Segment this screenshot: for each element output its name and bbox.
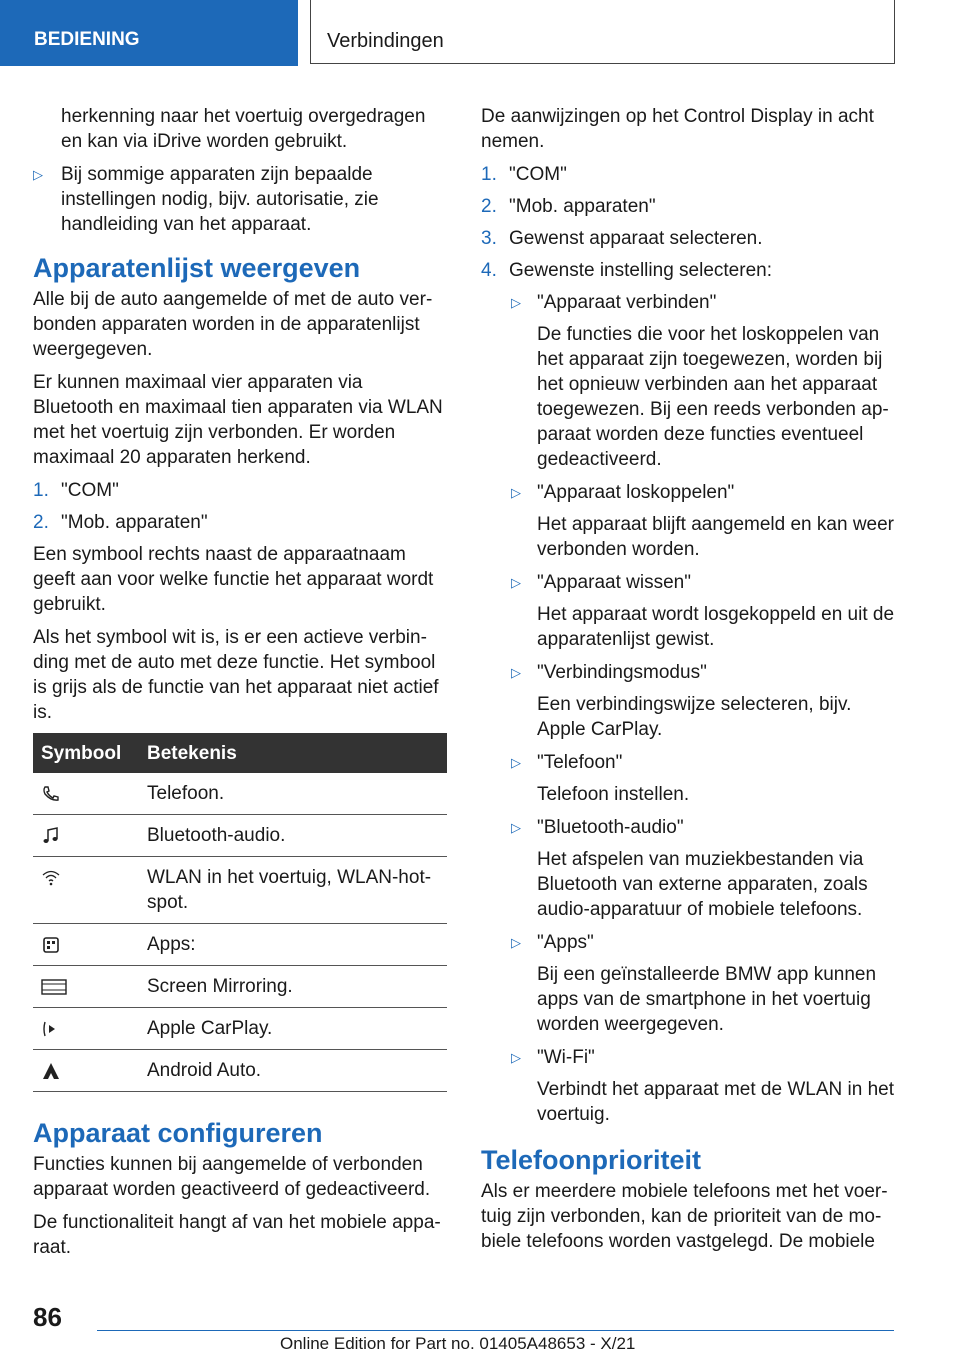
- apps-icon: [41, 936, 61, 954]
- heading-phone-priority: Telefoonprioriteit: [481, 1145, 701, 1175]
- paragraph: Als het symbool wit is, is er een actieve verbinding met de auto met deze functie. Het symbool is grijs als de functie van het apparaat niet actief is.: [33, 627, 439, 723]
- option-item: ▷ "Apparaat loskoppelen": [511, 482, 735, 503]
- section-tab: BEDIENING: [0, 0, 298, 66]
- triangle-bullet-icon: ▷: [511, 665, 521, 680]
- triangle-bullet-icon: ▷: [33, 167, 43, 182]
- paragraph: Er kunnen maximaal vier apparaten via Bluetooth en maximaal tien apparaten via WLAN met het voertuig zijn verbonden. Er worden maximaal 20 apparaten herkend.: [33, 372, 443, 468]
- symbol-table: [33, 733, 447, 1092]
- step-item: 3. Gewenst apparaat selecteren.: [481, 228, 763, 249]
- phone-icon: [41, 785, 61, 803]
- option-item: ▷ "Wi-Fi": [511, 1047, 595, 1068]
- triangle-bullet-icon: ▷: [511, 935, 521, 950]
- option-description: Het apparaat blijft aangemeld en kan weer verbonden worden.: [537, 514, 895, 560]
- page-number: 86: [33, 1302, 62, 1332]
- option-description: Het apparaat wordt losgekoppeld en uit de apparatenlijst gewist.: [537, 604, 895, 650]
- table-row: Telefoon.: [33, 773, 447, 815]
- table-row: WLAN in het voertuig, WLAN-hotspot.: [33, 857, 447, 924]
- paragraph: Een symbool rechts naast de apparaatnaam geeft aan voor welke functie het apparaat wordt gebruikt.: [33, 544, 434, 615]
- option-description: Bij een geïnstalleerde BMW app kunnen apps van de smartphone in het voertuig worden weergegeven.: [537, 964, 877, 1035]
- paragraph: Alle bij de auto aangemelde of met de auto verbonden apparaten worden in de apparatenlijst weergegeven.: [33, 289, 433, 360]
- option-item: ▷ "Verbindingsmodus": [511, 662, 707, 683]
- triangle-bullet-icon: ▷: [511, 295, 521, 310]
- option-description: Het afspelen van muziekbestanden via Bluetooth van externe apparaten, zoals audio-apparatuur of mobiele telefoons.: [537, 849, 868, 920]
- music-note-icon: [41, 827, 61, 845]
- left-column: [33, 104, 447, 1268]
- table-row: Bluetooth-audio.: [33, 815, 447, 857]
- paragraph: De aanwijzingen op het Control Display in acht nemen.: [481, 106, 874, 152]
- step-item: 4. Gewenste instelling selecteren:: [481, 260, 772, 281]
- table-row: Screen Mirroring.: [33, 966, 447, 1008]
- option-item: ▷ "Apparaat verbinden": [511, 292, 717, 313]
- triangle-bullet-icon: ▷: [511, 575, 521, 590]
- table-header-meaning: Betekenis: [147, 733, 447, 773]
- wifi-icon: [41, 869, 61, 887]
- option-item: ▷ "Telefoon": [511, 752, 623, 773]
- option-description: De functies die voor het loskoppelen van het apparaat zijn toegewezen, worden bij het opnieuw verbinden aan het apparaat toegewezen. Bij een reeds verbonden apparaat worden deze functies eventueel gedeactiveerd.: [537, 324, 889, 470]
- android-auto-icon: [41, 1062, 61, 1080]
- table-row: Apple CarPlay.: [33, 1008, 447, 1050]
- triangle-bullet-icon: ▷: [511, 820, 521, 835]
- option-description: Telefoon instellen.: [537, 784, 690, 805]
- option-item: ▷ "Apparaat wissen": [511, 572, 691, 593]
- triangle-bullet-icon: ▷: [511, 755, 521, 770]
- edition-footer: Online Edition for Part no. 01405A48653 - X/21: [280, 1334, 636, 1353]
- option-item: ▷ "Bluetooth-audio": [511, 817, 684, 838]
- footer-divider: [97, 1330, 894, 1331]
- paragraph: Functies kunnen bij aangemelde of verbonden apparaat worden geactiveerd of gedeactiveerd.: [33, 1154, 431, 1200]
- option-description: Een verbindingswijze selecteren, bijv. Apple CarPlay.: [537, 694, 852, 740]
- paragraph: Als er meerdere mobiele telefoons met het voertuig zijn verbonden, kan de prioriteit van de mobiele telefoons worden vastgelegd. De mobiele: [481, 1181, 888, 1252]
- screen-mirroring-icon: [41, 978, 67, 996]
- triangle-bullet-icon: ▷: [511, 1050, 521, 1065]
- right-column: [481, 104, 895, 1262]
- step-item: 2. "Mob. apparaten": [33, 512, 208, 533]
- continued-text: herkenning naar het voertuig overgedragen en kan via iDrive worden gebruikt.: [61, 106, 426, 152]
- triangle-bullet-icon: ▷: [511, 485, 521, 500]
- table-row: Android Auto.: [33, 1050, 447, 1092]
- table-row: Apps:: [33, 924, 447, 966]
- apple-carplay-icon: [41, 1020, 61, 1038]
- step-item: 1. "COM": [481, 164, 567, 185]
- step-item: 2. "Mob. apparaten": [481, 196, 656, 217]
- heading-device-list: Apparatenlijst weergeven: [33, 253, 361, 283]
- heading-configure-device: Apparaat configureren: [33, 1118, 323, 1148]
- bullet-item: ▷ Bij sommige apparaten zijn bepaalde instellingen nodig, bijv. autorisatie, zie handleiding van het apparaat.: [33, 164, 379, 235]
- option-item: ▷ "Apps": [511, 932, 594, 953]
- chapter-title: Verbindingen: [310, 0, 895, 64]
- step-item: 1. "COM": [33, 480, 119, 501]
- option-description: Verbindt het apparaat met de WLAN in het voertuig.: [537, 1079, 894, 1125]
- paragraph: De functionaliteit hangt af van het mobiele apparaat.: [33, 1212, 441, 1258]
- table-header-symbol: Symbool: [33, 733, 147, 773]
